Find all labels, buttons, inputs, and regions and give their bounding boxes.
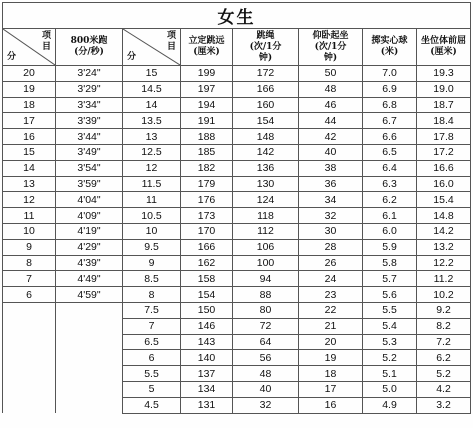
header-sit-ups: 仰卧起坐 (次/1分 钟) bbox=[299, 29, 363, 66]
situp-cell: 24 bbox=[299, 271, 363, 287]
table-row bbox=[3, 81, 471, 97]
ball-cell: 6.3 bbox=[363, 176, 417, 192]
reach-cell: 18.7 bbox=[417, 97, 471, 113]
table-row bbox=[3, 97, 471, 113]
ball-cell: 5.1 bbox=[363, 366, 417, 382]
score-cell: 9.5 bbox=[123, 239, 181, 255]
table-row bbox=[3, 334, 471, 350]
run-score-cell: 8 bbox=[3, 255, 56, 271]
rope-cell: 124 bbox=[233, 192, 299, 208]
run-score-cell: 13 bbox=[3, 176, 56, 192]
header-800m-run: 800米跑 (分/秒) bbox=[56, 29, 123, 66]
score-cell: 15 bbox=[123, 66, 181, 82]
jump-cell: 134 bbox=[181, 381, 233, 397]
score-table bbox=[2, 2, 471, 414]
table-row bbox=[3, 239, 471, 255]
reach-cell: 15.4 bbox=[417, 192, 471, 208]
reach-cell: 7.2 bbox=[417, 334, 471, 350]
table-row bbox=[3, 381, 471, 397]
situp-cell: 20 bbox=[299, 334, 363, 350]
run-score-cell: 10 bbox=[3, 223, 56, 239]
table-row bbox=[3, 192, 471, 208]
run-time-cell: 4'09" bbox=[56, 208, 123, 224]
score-cell: 8 bbox=[123, 287, 181, 303]
jump-cell: 166 bbox=[181, 239, 233, 255]
jump-cell: 137 bbox=[181, 366, 233, 382]
rope-cell: 40 bbox=[233, 381, 299, 397]
jump-cell: 191 bbox=[181, 113, 233, 129]
score-cell: 5 bbox=[123, 381, 181, 397]
rope-cell: 160 bbox=[233, 97, 299, 113]
table-row bbox=[3, 318, 471, 334]
score-cell: 12 bbox=[123, 160, 181, 176]
run-time-cell: 4'39" bbox=[56, 255, 123, 271]
ball-cell: 7.0 bbox=[363, 66, 417, 82]
jump-cell: 197 bbox=[181, 81, 233, 97]
table-row bbox=[3, 66, 471, 82]
ball-cell: 6.0 bbox=[363, 223, 417, 239]
rope-cell: 166 bbox=[233, 81, 299, 97]
empty-cell bbox=[56, 350, 123, 366]
run-score-cell: 18 bbox=[3, 97, 56, 113]
reach-cell: 16.6 bbox=[417, 160, 471, 176]
situp-cell: 22 bbox=[299, 302, 363, 318]
run-time-cell: 3'29" bbox=[56, 81, 123, 97]
reach-cell: 16.0 bbox=[417, 176, 471, 192]
score-cell: 7 bbox=[123, 318, 181, 334]
table-row bbox=[3, 144, 471, 160]
jump-cell: 188 bbox=[181, 129, 233, 145]
run-time-cell: 4'04" bbox=[56, 192, 123, 208]
jump-cell: 170 bbox=[181, 223, 233, 239]
run-time-cell: 4'49" bbox=[56, 271, 123, 287]
header-standing-jump: 立定跳远 (厘米) bbox=[181, 29, 233, 66]
run-time-cell: 3'49" bbox=[56, 144, 123, 160]
run-time-cell: 4'19" bbox=[56, 223, 123, 239]
ball-cell: 4.9 bbox=[363, 397, 417, 413]
rope-cell: 112 bbox=[233, 223, 299, 239]
table-row bbox=[3, 287, 471, 303]
empty-cell bbox=[3, 302, 56, 318]
table-row bbox=[3, 160, 471, 176]
jump-cell: 154 bbox=[181, 287, 233, 303]
score-cell: 9 bbox=[123, 255, 181, 271]
reach-cell: 4.2 bbox=[417, 381, 471, 397]
situp-cell: 30 bbox=[299, 223, 363, 239]
situp-cell: 50 bbox=[299, 66, 363, 82]
rope-cell: 142 bbox=[233, 144, 299, 160]
score-cell: 10 bbox=[123, 223, 181, 239]
situp-cell: 32 bbox=[299, 208, 363, 224]
table-row bbox=[3, 176, 471, 192]
jump-cell: 158 bbox=[181, 271, 233, 287]
run-time-cell: 3'59" bbox=[56, 176, 123, 192]
rope-cell: 136 bbox=[233, 160, 299, 176]
situp-cell: 44 bbox=[299, 113, 363, 129]
empty-cell bbox=[3, 381, 56, 397]
rope-cell: 154 bbox=[233, 113, 299, 129]
ball-cell: 6.2 bbox=[363, 192, 417, 208]
score-cell: 7.5 bbox=[123, 302, 181, 318]
rope-cell: 118 bbox=[233, 208, 299, 224]
ball-cell: 5.8 bbox=[363, 255, 417, 271]
situp-cell: 42 bbox=[299, 129, 363, 145]
jump-cell: 143 bbox=[181, 334, 233, 350]
reach-cell: 8.2 bbox=[417, 318, 471, 334]
header-diagonal-cell-2 bbox=[123, 29, 181, 66]
ball-cell: 5.5 bbox=[363, 302, 417, 318]
ball-cell: 5.2 bbox=[363, 350, 417, 366]
reach-cell: 17.2 bbox=[417, 144, 471, 160]
situp-cell: 26 bbox=[299, 255, 363, 271]
header-score: 分 bbox=[127, 52, 137, 62]
jump-cell: 194 bbox=[181, 97, 233, 113]
ball-cell: 5.4 bbox=[363, 318, 417, 334]
header-item: 项 目 bbox=[166, 31, 176, 52]
reach-cell: 19.3 bbox=[417, 66, 471, 82]
ball-cell: 6.1 bbox=[363, 208, 417, 224]
empty-cell bbox=[3, 366, 56, 382]
jump-cell: 185 bbox=[181, 144, 233, 160]
empty-cell bbox=[3, 397, 56, 413]
run-time-cell: 3'39" bbox=[56, 113, 123, 129]
table-row bbox=[3, 223, 471, 239]
score-cell: 12.5 bbox=[123, 144, 181, 160]
ball-cell: 5.7 bbox=[363, 271, 417, 287]
jump-cell: 140 bbox=[181, 350, 233, 366]
table-row bbox=[3, 129, 471, 145]
situp-cell: 40 bbox=[299, 144, 363, 160]
header-rope-skipping: 跳绳 (次/1分 钟) bbox=[233, 29, 299, 66]
situp-cell: 46 bbox=[299, 97, 363, 113]
run-time-cell: 3'24" bbox=[56, 66, 123, 82]
situp-cell: 18 bbox=[299, 366, 363, 382]
table-row bbox=[3, 350, 471, 366]
rope-cell: 32 bbox=[233, 397, 299, 413]
run-score-cell: 6 bbox=[3, 287, 56, 303]
run-score-cell: 20 bbox=[3, 66, 56, 82]
reach-cell: 5.2 bbox=[417, 366, 471, 382]
empty-cell bbox=[56, 318, 123, 334]
situp-cell: 28 bbox=[299, 239, 363, 255]
score-cell: 5.5 bbox=[123, 366, 181, 382]
ball-cell: 5.6 bbox=[363, 287, 417, 303]
run-score-cell: 16 bbox=[3, 129, 56, 145]
table-row bbox=[3, 397, 471, 413]
reach-cell: 10.2 bbox=[417, 287, 471, 303]
reach-cell: 6.2 bbox=[417, 350, 471, 366]
reach-cell: 9.2 bbox=[417, 302, 471, 318]
empty-cell bbox=[56, 397, 123, 413]
empty-cell bbox=[56, 366, 123, 382]
run-score-cell: 15 bbox=[3, 144, 56, 160]
jump-cell: 150 bbox=[181, 302, 233, 318]
ball-cell: 6.9 bbox=[363, 81, 417, 97]
empty-cell bbox=[3, 318, 56, 334]
score-cell: 10.5 bbox=[123, 208, 181, 224]
run-score-cell: 17 bbox=[3, 113, 56, 129]
situp-cell: 38 bbox=[299, 160, 363, 176]
jump-cell: 146 bbox=[181, 318, 233, 334]
table-row bbox=[3, 302, 471, 318]
table-row bbox=[3, 271, 471, 287]
score-cell: 8.5 bbox=[123, 271, 181, 287]
rope-cell: 94 bbox=[233, 271, 299, 287]
situp-cell: 19 bbox=[299, 350, 363, 366]
score-cell: 13.5 bbox=[123, 113, 181, 129]
header-item: 项 目 bbox=[41, 31, 51, 52]
jump-cell: 131 bbox=[181, 397, 233, 413]
run-score-cell: 12 bbox=[3, 192, 56, 208]
run-score-cell: 14 bbox=[3, 160, 56, 176]
run-time-cell: 3'44" bbox=[56, 129, 123, 145]
header-score: 分 bbox=[7, 52, 17, 62]
empty-cell bbox=[3, 350, 56, 366]
jump-cell: 173 bbox=[181, 208, 233, 224]
run-score-cell: 9 bbox=[3, 239, 56, 255]
jump-cell: 179 bbox=[181, 176, 233, 192]
ball-cell: 6.7 bbox=[363, 113, 417, 129]
run-score-cell: 19 bbox=[3, 81, 56, 97]
rope-cell: 106 bbox=[233, 239, 299, 255]
reach-cell: 3.2 bbox=[417, 397, 471, 413]
situp-cell: 34 bbox=[299, 192, 363, 208]
reach-cell: 13.2 bbox=[417, 239, 471, 255]
rope-cell: 172 bbox=[233, 66, 299, 82]
run-time-cell: 4'29" bbox=[56, 239, 123, 255]
header-ball-throw: 掷实心球 (米) bbox=[363, 29, 417, 66]
empty-cell bbox=[3, 334, 56, 350]
run-score-cell: 7 bbox=[3, 271, 56, 287]
rope-cell: 80 bbox=[233, 302, 299, 318]
rope-cell: 148 bbox=[233, 129, 299, 145]
reach-cell: 18.4 bbox=[417, 113, 471, 129]
reach-cell: 17.8 bbox=[417, 129, 471, 145]
jump-cell: 199 bbox=[181, 66, 233, 82]
score-cell: 6.5 bbox=[123, 334, 181, 350]
jump-cell: 182 bbox=[181, 160, 233, 176]
header-sit-reach: 坐位体前屈 (厘米) bbox=[417, 29, 471, 66]
ball-cell: 5.0 bbox=[363, 381, 417, 397]
ball-cell: 6.6 bbox=[363, 129, 417, 145]
score-cell: 6 bbox=[123, 350, 181, 366]
rope-cell: 64 bbox=[233, 334, 299, 350]
rope-cell: 130 bbox=[233, 176, 299, 192]
situp-cell: 23 bbox=[299, 287, 363, 303]
ball-cell: 6.5 bbox=[363, 144, 417, 160]
ball-cell: 5.9 bbox=[363, 239, 417, 255]
reach-cell: 14.8 bbox=[417, 208, 471, 224]
empty-cell bbox=[56, 302, 123, 318]
rope-cell: 48 bbox=[233, 366, 299, 382]
reach-cell: 19.0 bbox=[417, 81, 471, 97]
header-diagonal-cell-1 bbox=[3, 29, 56, 66]
jump-cell: 162 bbox=[181, 255, 233, 271]
table-row bbox=[3, 208, 471, 224]
empty-cell bbox=[56, 334, 123, 350]
score-cell: 11 bbox=[123, 192, 181, 208]
score-cell: 4.5 bbox=[123, 397, 181, 413]
rope-cell: 72 bbox=[233, 318, 299, 334]
situp-cell: 48 bbox=[299, 81, 363, 97]
situp-cell: 21 bbox=[299, 318, 363, 334]
ball-cell: 6.8 bbox=[363, 97, 417, 113]
situp-cell: 36 bbox=[299, 176, 363, 192]
empty-cell bbox=[56, 381, 123, 397]
table-row bbox=[3, 255, 471, 271]
situp-cell: 16 bbox=[299, 397, 363, 413]
reach-cell: 11.2 bbox=[417, 271, 471, 287]
run-time-cell: 3'34" bbox=[56, 97, 123, 113]
table-row bbox=[3, 366, 471, 382]
ball-cell: 6.4 bbox=[363, 160, 417, 176]
reach-cell: 12.2 bbox=[417, 255, 471, 271]
table-title: 女生 bbox=[3, 3, 471, 29]
rope-cell: 100 bbox=[233, 255, 299, 271]
run-time-cell: 4'59" bbox=[56, 287, 123, 303]
score-cell: 14.5 bbox=[123, 81, 181, 97]
score-cell: 11.5 bbox=[123, 176, 181, 192]
rope-cell: 88 bbox=[233, 287, 299, 303]
score-cell: 13 bbox=[123, 129, 181, 145]
situp-cell: 17 bbox=[299, 381, 363, 397]
table-row bbox=[3, 113, 471, 129]
run-score-cell: 11 bbox=[3, 208, 56, 224]
reach-cell: 14.2 bbox=[417, 223, 471, 239]
jump-cell: 176 bbox=[181, 192, 233, 208]
score-cell: 14 bbox=[123, 97, 181, 113]
run-time-cell: 3'54" bbox=[56, 160, 123, 176]
rope-cell: 56 bbox=[233, 350, 299, 366]
ball-cell: 5.3 bbox=[363, 334, 417, 350]
